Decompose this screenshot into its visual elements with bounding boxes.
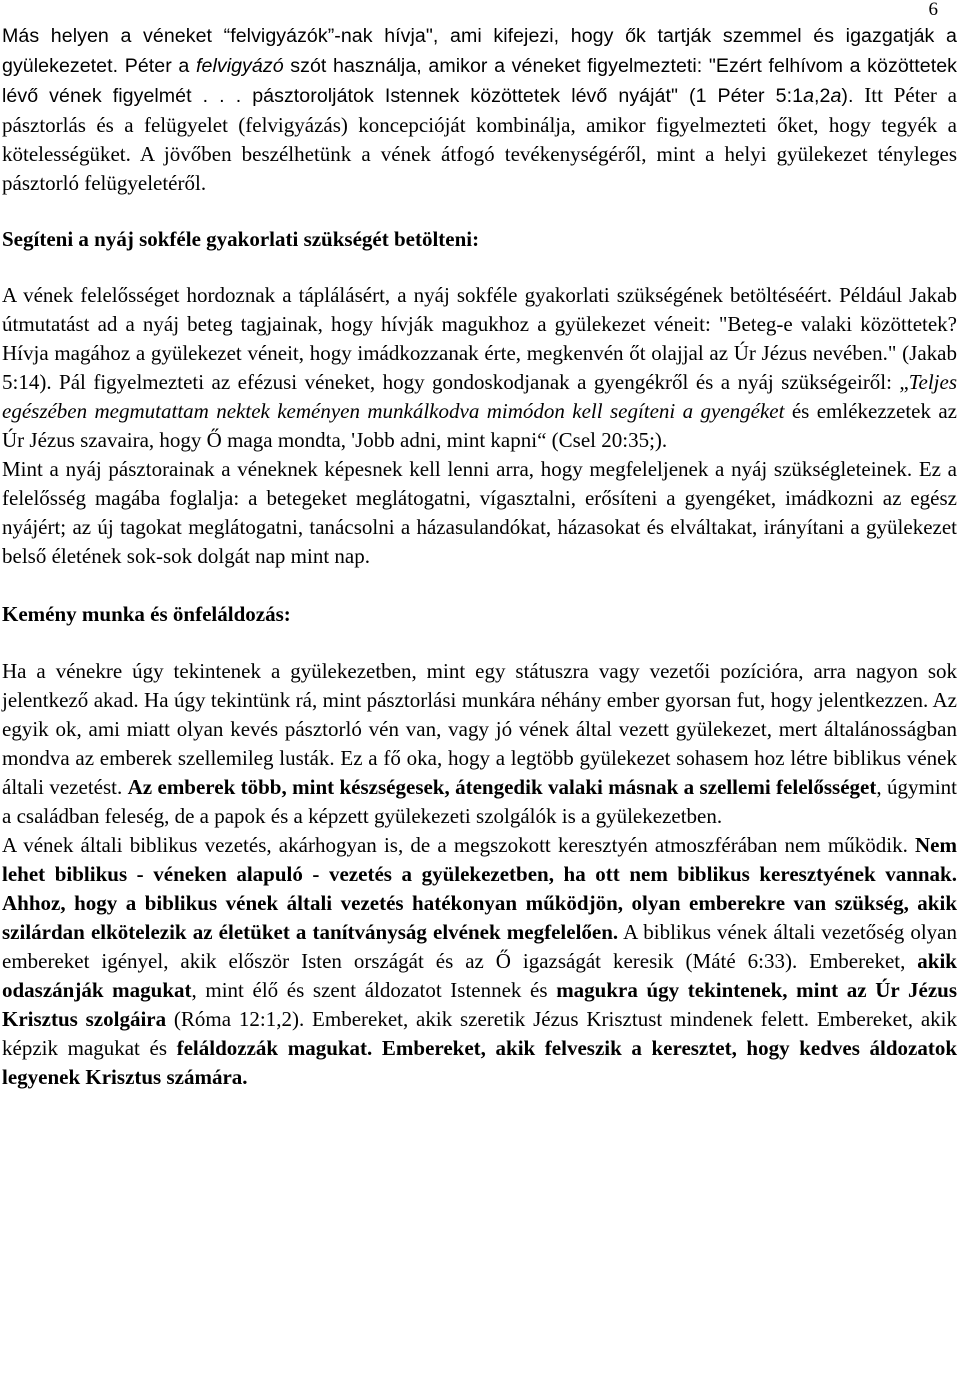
paragraph-practical-needs: [2, 281, 957, 455]
text-run: és emlékezzetek az Úr Jézus szavaira, hogy Ő maga mondta, 'Jobb adni, mint kapni“ (Csel 20:35;).: [2, 399, 957, 452]
paragraph-shepherd-duties: Mint a nyáj pásztorainak a véneknek képesnek kell lenni arra, hogy megfeleljenek a nyáj szükségleteinek. Ez a felelősség magába foglalja: a betegeket meglátogatni, vígasztalni, erősíteni a gyengéket, imádkozni az egész nyájért; az új tagokat meglátogatni, tanácsolni a házasulandókat, házasokat és elváltakat, irányítani a gyülekezet belső életének sok-sok dolgát nap mint nap.: [2, 457, 957, 568]
text-run-italic: a: [803, 85, 815, 107]
text-run: , úgymint a családban feleség, de a papok és a képzett gyülekezeti szolgálók is a gyülekezetben.: [2, 775, 957, 828]
text-run-bold: Az emberek több, mint készségesek, átengedik valaki másnak a szellemi felelősséget: [127, 775, 877, 799]
section-heading-hard-work: Kemény munka és önfeláldozás:: [2, 602, 291, 626]
paragraph-biblical-leadership: [2, 831, 957, 1092]
text-run: (Róma 12:1,2). Embereket, akik szeretik Jézus Krisztust mindenek felett. Embereket, akik képzik magukat és: [2, 1007, 957, 1060]
text-run-bold: akik odaszánják magukat: [2, 949, 957, 1002]
document-body: [2, 21, 957, 1092]
text-run: szót használja, amikor a véneket figyelmezteti: "Ezért felhívom a közöttetek lévő vének figyelmét . . . pásztoroljátok Istennek közöttetek lévő nyáját" (1 Péter 5:1: [2, 55, 957, 107]
paragraph-hard-work: [2, 657, 957, 831]
text-run: Más helyen a véneket “felvigyázók”-nak hívja", ami kifejezi, hogy ők tartják szemmel és igazgatják a gyülekezetet. Péter a: [2, 25, 957, 77]
page-number: 6: [928, 0, 938, 20]
text-run: ,2: [814, 85, 831, 107]
text-run: ).: [841, 85, 854, 107]
text-run-bold: magukra úgy tekintenek, mint az Úr Jézus Krisztus szolgáira: [2, 978, 957, 1031]
text-run: A vének felelősséget hordoznak a táplálásért, a nyáj sokféle gyakorlati szükségének betöltéséért. Például Jakab útmutatást ad a nyáj beteg tagjainak, hogy hívják magukhoz a gyülekezet véneit: "Beteg-e valaki közöttetek? Hívja magához a gyülekezet véneit, hogy imádkozzanak érte, megkenvén őt olajjal az Úr Jézus nevében." (Jakab 5:14). Pál figyelmezteti az efézusi véneket, hogy gondoskodjanak a gyengékről és a nyáj szükségeiről: „: [2, 283, 957, 394]
text-run: Itt Péter a pásztorlás és a felügyelet (felvigyázás) koncepcióját kombinálja, amikor figyelmezteti őket, hogy tegyék a kötelességüket. A jövőben beszélhetünk a vének átfogó tevékenységéről, mint a helyi gyülekezet tényleges pásztorló felügyeletéről.: [2, 83, 958, 195]
text-run: , mint élő és szent áldozatot Istennek és: [191, 978, 557, 1002]
text-run-italic: Teljes egészében megmutattam nektek keményen munkálkodva mimódon kell segíteni a gyengéket: [2, 370, 957, 423]
text-run: A biblikus vének általi vezetőség olyan embereket igényel, akik először Isten országát és az Ő igazságát keresik (Máté 6:33). Embereket,: [2, 920, 957, 973]
text-run-bold: Nem lehet biblikus - véneken alapuló - vezetés a gyülekezetben, ha ott nem biblikus keresztyének vannak. Ahhoz, hogy a biblikus vének általi vezetés hatékonyan működjön, olyan emberekre van szükség, akik szilárdan elkötelezik az életüket a tanítványság elvének megfelelően.: [2, 833, 957, 944]
text-run-italic: a: [830, 85, 842, 107]
text-run-bold: feláldozzák magukat. Embereket, akik felveszik a keresztet, hogy kedves áldozatok legyenek Krisztus számára.: [2, 1036, 957, 1089]
paragraph-elders-overseers: [2, 21, 957, 198]
section-heading-practical-needs: Segíteni a nyáj sokféle gyakorlati szükségét betölteni:: [2, 227, 480, 251]
text-run-italic: felvigyázó: [196, 55, 284, 77]
text-run: A vének általi biblikus vezetés, akárhogyan is, de a megszokott keresztyén atmoszférában nem működik.: [2, 833, 916, 857]
text-run: Ha a vénekre úgy tekintenek a gyülekezetben, mint egy státuszra vagy vezetői pozícióra, arra nagyon sok jelentkező akad. Ha úgy tekintünk rá, mint pásztorlási munkára néhány ember gyorsan fut, hogy jelentkezzen. Az egyik ok, ami miatt olyan kevés pásztorló vén van, vagy jó vének által vezett gyülekezet, mert általánosságban mondva az emberek szellemileg lusták. Ez a fő oka, hogy a legtöbb gyülekezet sohasem hoz létre biblikus vének általi vezetést.: [2, 659, 957, 799]
